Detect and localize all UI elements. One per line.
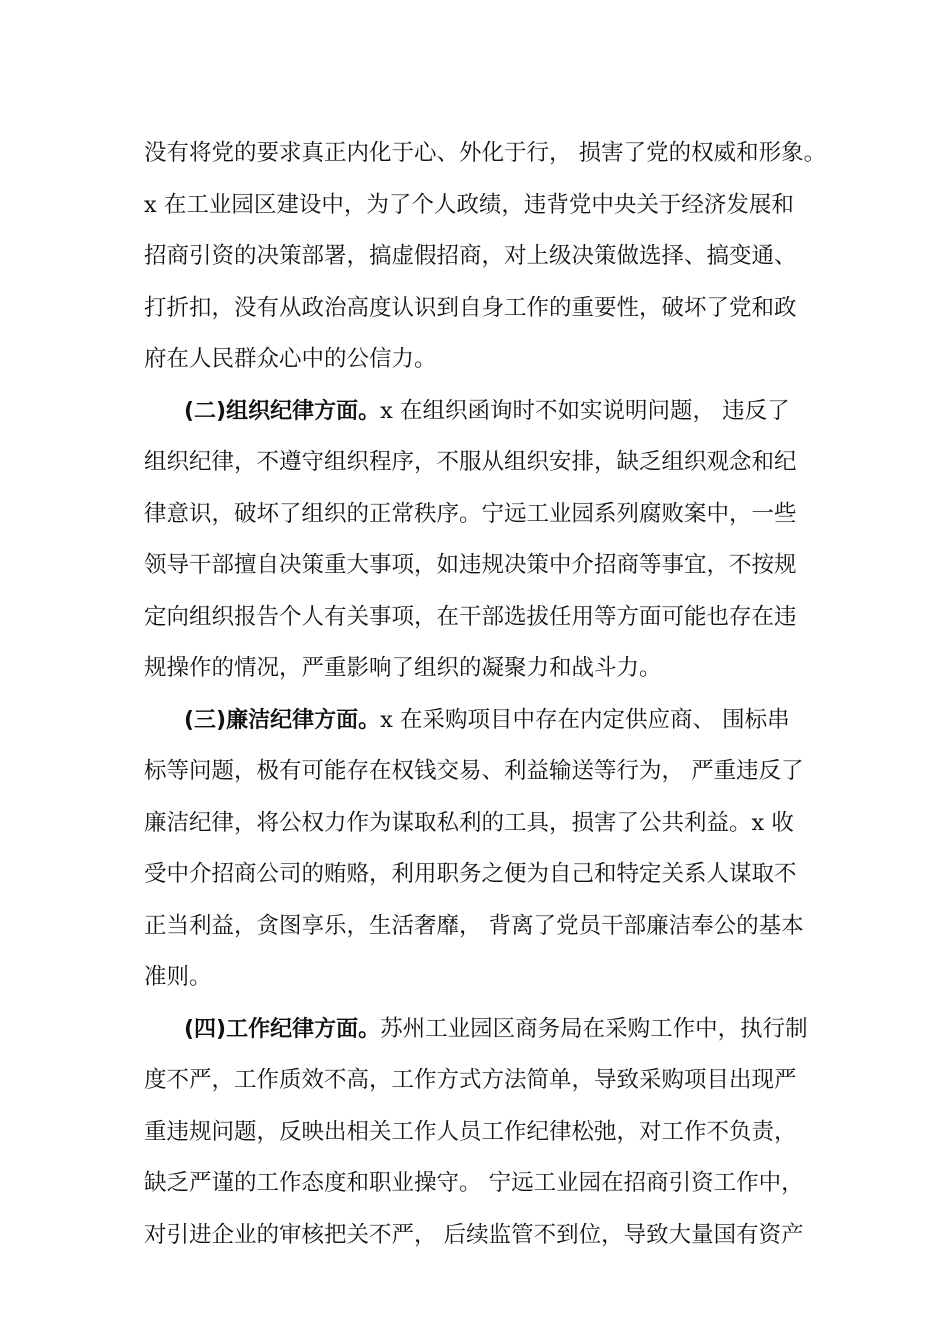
section-2-heading: (二)组织纪律方面。 (184, 398, 381, 424)
section-2-first-line (144, 386, 834, 438)
document-body (144, 128, 834, 1261)
text-line: 重违规问题，反映出相关工作人员工作纪律松弛，对工作不负责， (144, 1118, 797, 1145)
section-3-first-line (144, 695, 834, 747)
text-line: 打折扣，没有从政治高度认识到自身工作的重要性，破坏了党和政 (144, 294, 797, 321)
text-line: 准则。 (144, 964, 212, 990)
text-line: 对引进企业的审核把关不严， 后续监管不到位，导致大量国有资产 (144, 1221, 804, 1248)
text-line: 定向组织报告个人有关事项，在干部选拔任用等方面可能也存在违 (144, 603, 797, 630)
text-line: 标等问题，极有可能存在权钱交易、利益输送等行为， 严重违反了 (144, 758, 804, 784)
section-4-heading: (四)工作纪律方面。 (184, 1016, 381, 1042)
text-span: x 在组织函询时不如实说明问题， 违反了 (380, 397, 790, 424)
text-line: 廉洁纪律，将公权力作为谋取私利的工具，损害了公共利益。x 收 (144, 809, 794, 836)
text-line: 缺乏严谨的工作态度和职业操守。 宁远工业园在招商引资工作中， (144, 1170, 804, 1196)
text-line: 度不严，工作质效不高，工作方式方法简单，导致采购项目出现严 (144, 1067, 797, 1093)
section-3-heading: (三)廉洁纪律方面。 (184, 707, 381, 733)
text-line: 没有将党的要求真正内化于心、外化于行， 损害了党的权威和形象。 (144, 140, 827, 166)
text-line: 正当利益，贪图享乐，生活奢靡， 背离了党员干部廉洁奉公的基本 (144, 912, 804, 939)
text-line: 律意识，破坏了组织的正常秩序。宁远工业园系列腐败案中，一些 (144, 500, 797, 527)
text-line: 受中介招商公司的贿赂，利用职务之便为自己和特定关系人谋取不 (144, 861, 797, 887)
section-4-first-line (144, 1004, 834, 1056)
text-line: x 在工业园区建设中，为了个人政绩，违背党中央关于经济发展和 (144, 191, 794, 218)
text-line: 领导干部擅自决策重大事项，如违规决策中介招商等事宜，不按规 (144, 552, 797, 578)
text-span: x 在采购项目中存在内定供应商、 围标串 (380, 706, 790, 733)
text-line: 府在人民群众心中的公信力。 (144, 346, 437, 372)
text-line: 规操作的情况，严重影响了组织的凝聚力和战斗力。 (144, 655, 662, 681)
text-line: 组织纪律，不遵守组织程序，不服从组织安排，缺乏组织观念和纪 (144, 449, 797, 475)
text-span: 苏州工业园区商务局在采购工作中，执行制 (380, 1015, 808, 1042)
text-line: 招商引资的决策部署，搞虚假招商，对上级决策做选择、搞变通、 (144, 243, 797, 269)
